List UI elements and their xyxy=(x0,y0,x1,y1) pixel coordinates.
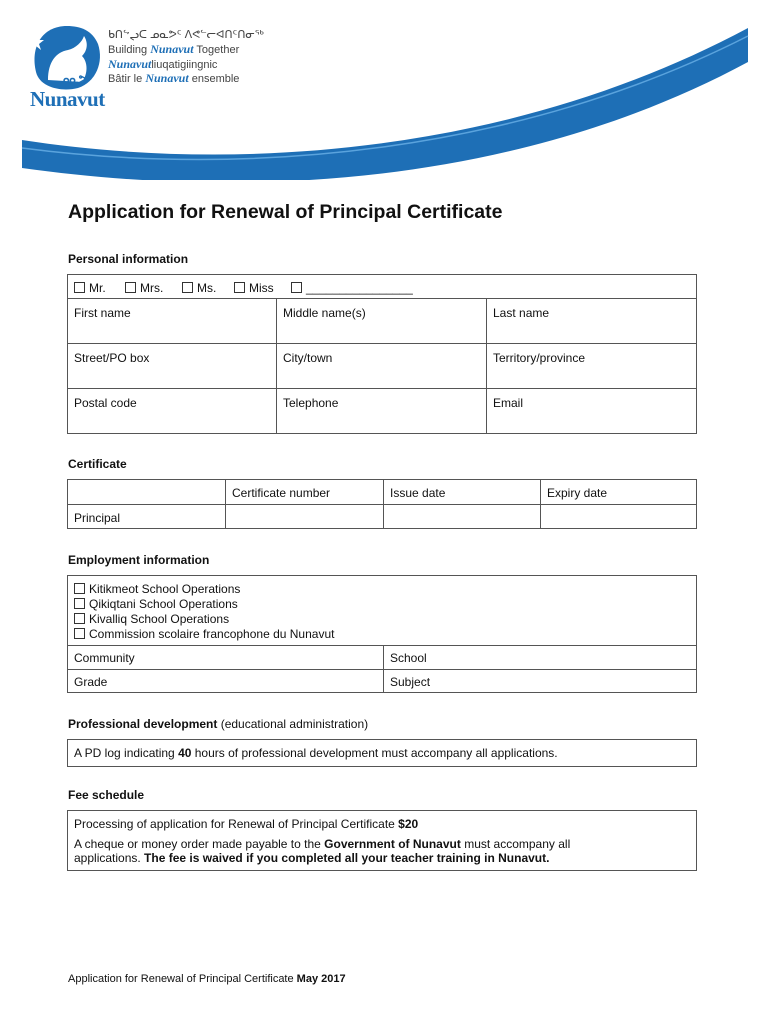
checkbox-kitikmeot[interactable] xyxy=(74,582,240,596)
pd-hours: 40 xyxy=(178,746,192,760)
tagline-syllabics: ᑲᑎᖦᖢᑕ ᓄᓇᕗᑦ ᐱᕙᓪᓕᐊᑎᑦᑎᓂᖅ xyxy=(108,29,264,41)
personal-divider-0 xyxy=(67,298,697,299)
employment-divider-1 xyxy=(67,645,697,646)
tagline-french-brand: Nunavut xyxy=(145,71,189,85)
checkbox-qikiqtani[interactable] xyxy=(74,597,238,611)
field-city[interactable]: City/town xyxy=(283,351,333,365)
field-school[interactable]: School xyxy=(390,651,427,665)
field-subject[interactable]: Subject xyxy=(390,675,431,689)
pd-text-a: A PD log indicating xyxy=(74,746,179,760)
fee-line-2 xyxy=(74,837,570,851)
checkbox-kitikmeot-box xyxy=(74,583,85,594)
certificate-vdivider-3 xyxy=(540,479,541,529)
personal-heading: Personal information xyxy=(68,252,189,266)
field-last-name[interactable]: Last name xyxy=(493,306,550,320)
checkbox-ms-label: Ms. xyxy=(197,281,217,295)
fee-line-2-text-a: A cheque or money order made payable to the xyxy=(74,837,325,851)
field-postal-code[interactable]: Postal code xyxy=(74,396,137,410)
checkbox-kivalliq-label: Kivalliq School Operations xyxy=(89,612,230,626)
tagline-english-brand: Nunavut xyxy=(150,42,194,56)
employment-heading: Employment information xyxy=(68,553,210,567)
fee-heading: Fee schedule xyxy=(68,788,145,802)
page-title: Application for Renewal of Principal Certificate xyxy=(68,201,503,223)
employment-divider-2 xyxy=(67,669,697,670)
tagline-french xyxy=(108,71,239,86)
checkbox-cscfn[interactable] xyxy=(74,627,334,641)
checkbox-ms[interactable] xyxy=(182,281,216,295)
pd-heading-bold: Professional development xyxy=(68,717,218,731)
field-community[interactable]: Community xyxy=(74,651,135,665)
checkbox-kitikmeot-label: Kitikmeot School Operations xyxy=(89,582,241,596)
tagline-english xyxy=(108,42,239,57)
fee-line-3 xyxy=(74,851,549,865)
checkbox-ms-box xyxy=(182,282,193,293)
logo-wordmark: Nunavut xyxy=(30,87,105,111)
page-footer xyxy=(68,973,346,985)
pd-requirement xyxy=(74,746,558,760)
checkbox-miss-label: Miss xyxy=(249,281,274,295)
field-first-name[interactable]: First name xyxy=(74,306,131,320)
checkbox-mrs-box xyxy=(125,282,136,293)
tagline-english-suffix: Together xyxy=(196,44,240,56)
checkbox-qikiqtani-label: Qikiqtani School Operations xyxy=(89,597,238,611)
field-grade[interactable]: Grade xyxy=(74,675,108,689)
personal-divider-2 xyxy=(67,388,697,389)
checkbox-mr[interactable] xyxy=(74,281,106,295)
other-salutation-blank[interactable]: ________________ xyxy=(306,281,413,295)
certificate-vdivider-2 xyxy=(383,479,384,529)
principal-row-label: Principal xyxy=(74,511,121,525)
field-telephone[interactable]: Telephone xyxy=(283,396,339,410)
checkbox-other[interactable] xyxy=(291,281,413,295)
employment-vdivider xyxy=(383,645,384,693)
checkbox-mrs[interactable] xyxy=(125,281,163,295)
footer-date: May 2017 xyxy=(296,973,346,985)
checkbox-cscfn-box xyxy=(74,628,85,639)
logo-syllabics: ᓄᓇᕗᑦ xyxy=(60,74,92,86)
fee-line-3-text: applications. xyxy=(74,851,145,865)
checkbox-kivalliq[interactable] xyxy=(74,612,229,626)
issue-date-header: Issue date xyxy=(390,486,446,500)
fee-line-1-text: Processing of application for Renewal of Principal Certificate xyxy=(74,817,399,831)
tagline-inuinnaqtun-suffix: liuqatigiingnic xyxy=(151,59,218,71)
certificate-vdivider-1 xyxy=(225,479,226,529)
header-swoosh xyxy=(0,0,770,180)
pd-text-b: hours of professional development must accompany all applications. xyxy=(191,746,558,760)
tagline-french-suffix: ensemble xyxy=(191,73,240,85)
personal-vdivider-2 xyxy=(486,298,487,434)
fee-waiver-note: The fee is waived if you completed all your teacher training in Nunavut. xyxy=(144,851,550,865)
pd-heading xyxy=(68,717,368,731)
checkbox-mr-label: Mr. xyxy=(89,281,106,295)
checkbox-mrs-label: Mrs. xyxy=(140,281,164,295)
field-territory[interactable]: Territory/province xyxy=(493,351,586,365)
field-middle-name[interactable]: Middle name(s) xyxy=(283,306,366,320)
checkbox-miss[interactable] xyxy=(234,281,274,295)
checkbox-kivalliq-box xyxy=(74,613,85,624)
fee-line-2-text-b: must accompany all xyxy=(460,837,571,851)
certificate-number-header: Certificate number xyxy=(232,486,331,500)
checkbox-cscfn-label: Commission scolaire francophone du Nunavut xyxy=(89,627,335,641)
certificate-divider xyxy=(67,504,697,505)
personal-vdivider-1 xyxy=(276,298,277,434)
checkbox-mr-box xyxy=(74,282,85,293)
tagline-inuinnaqtun xyxy=(108,57,217,72)
fee-amount: $20 xyxy=(398,817,419,831)
expiry-date-header: Expiry date xyxy=(547,486,608,500)
tagline-french-prefix: Bâtir le xyxy=(108,73,143,85)
tagline-inuinnaqtun-brand: Nunavut xyxy=(108,57,152,71)
certificate-heading: Certificate xyxy=(68,457,127,471)
personal-divider-1 xyxy=(67,343,697,344)
footer-text: Application for Renewal of Principal Certificate xyxy=(68,973,297,985)
tagline-english-prefix: Building xyxy=(108,44,148,56)
field-street[interactable]: Street/PO box xyxy=(74,351,150,365)
fee-line-1 xyxy=(74,817,418,831)
fee-payee: Government of Nunavut xyxy=(324,837,461,851)
checkbox-qikiqtani-box xyxy=(74,598,85,609)
checkbox-miss-box xyxy=(234,282,245,293)
pd-heading-normal: (educational administration) xyxy=(217,717,369,731)
field-email[interactable]: Email xyxy=(493,396,524,410)
checkbox-other-box xyxy=(291,282,302,293)
